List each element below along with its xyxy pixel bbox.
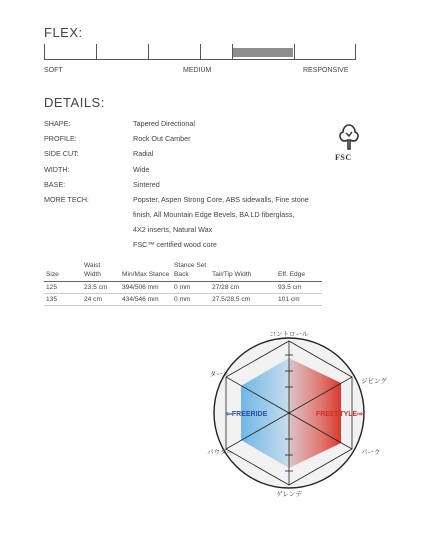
freestyle-label: FREESTYLE⇨: [316, 411, 364, 418]
flex-title: FLEX:: [44, 25, 83, 40]
table-cell: 27.5/28.5 cm: [212, 296, 251, 303]
freeride-label: ⇦FREERIDE: [226, 411, 268, 418]
flex-label-medium: MEDIUM: [183, 67, 212, 74]
more-tech-line: FSC™ certified wood core: [133, 240, 217, 249]
axis-label-top: コントロール: [269, 331, 309, 338]
spec-value-profile: Rock Out Camber: [133, 134, 191, 143]
header-waist-width: Waist Width: [84, 262, 101, 278]
header-eff-edge: Eff. Edge: [278, 271, 306, 278]
flex-label-responsive: RESPONSIVE: [303, 67, 349, 74]
table-cell: 23.5 cm: [84, 284, 108, 291]
spec-key-more-tech: MORE TECH:: [44, 195, 89, 204]
axis-label-top-left: ターン: [209, 371, 229, 378]
table-cell: 24 cm: [84, 296, 102, 303]
header-setback: Stance Set Back: [174, 262, 207, 278]
fsc-label: FSC: [335, 153, 352, 162]
spec-value-shape: Tapered Directional: [133, 119, 195, 128]
table-cell: 434/546 mm: [122, 296, 159, 303]
more-tech-line: 4X2 inserts, Natural Wax: [133, 225, 213, 234]
spec-value-base: Sintered: [133, 180, 160, 189]
table-cell: 0 mm: [174, 284, 191, 291]
axis-label-bottom: ゲレンデ: [276, 491, 302, 498]
spec-key-side-cut: SIDE CUT:: [44, 149, 79, 158]
table-cell: 93.5 cm: [278, 284, 302, 291]
axis-label-top-right: ジビング: [361, 378, 387, 385]
table-cell: 0 mm: [174, 296, 191, 303]
spec-key-profile: PROFILE:: [44, 134, 77, 143]
table-cell: 101 cm: [278, 296, 300, 303]
header-size: Size: [46, 271, 59, 278]
table-cell: 27/28 cm: [212, 284, 240, 291]
flex-label-soft: SOFT: [44, 67, 63, 74]
table-cell: 125: [46, 284, 58, 291]
axis-label-bottom-right: パーク: [361, 449, 381, 456]
axis-label-bottom-left: パウダー: [207, 449, 233, 456]
spec-value-side-cut: Radial: [133, 149, 154, 158]
spec-value-more-tech: Popster, Aspen Strong Core, ABS sidewalls, Fine stone: [133, 195, 309, 204]
table-cell: 135: [46, 296, 58, 303]
table-cell: 394/506 mm: [122, 284, 159, 291]
spec-value-width: Wide: [133, 165, 150, 174]
spec-key-base: BASE:: [44, 180, 66, 189]
spec-key-shape: SHAPE:: [44, 119, 71, 128]
spec-key-width: WIDTH:: [44, 165, 70, 174]
more-tech-line: finish, All Mountain Edge Bevels, BA LD fiberglass,: [133, 210, 295, 219]
header-stance: Min/Max Stance: [122, 271, 170, 278]
header-tail-tip: Tail/Tip Width: [212, 271, 252, 278]
details-title: DETAILS:: [44, 95, 105, 110]
